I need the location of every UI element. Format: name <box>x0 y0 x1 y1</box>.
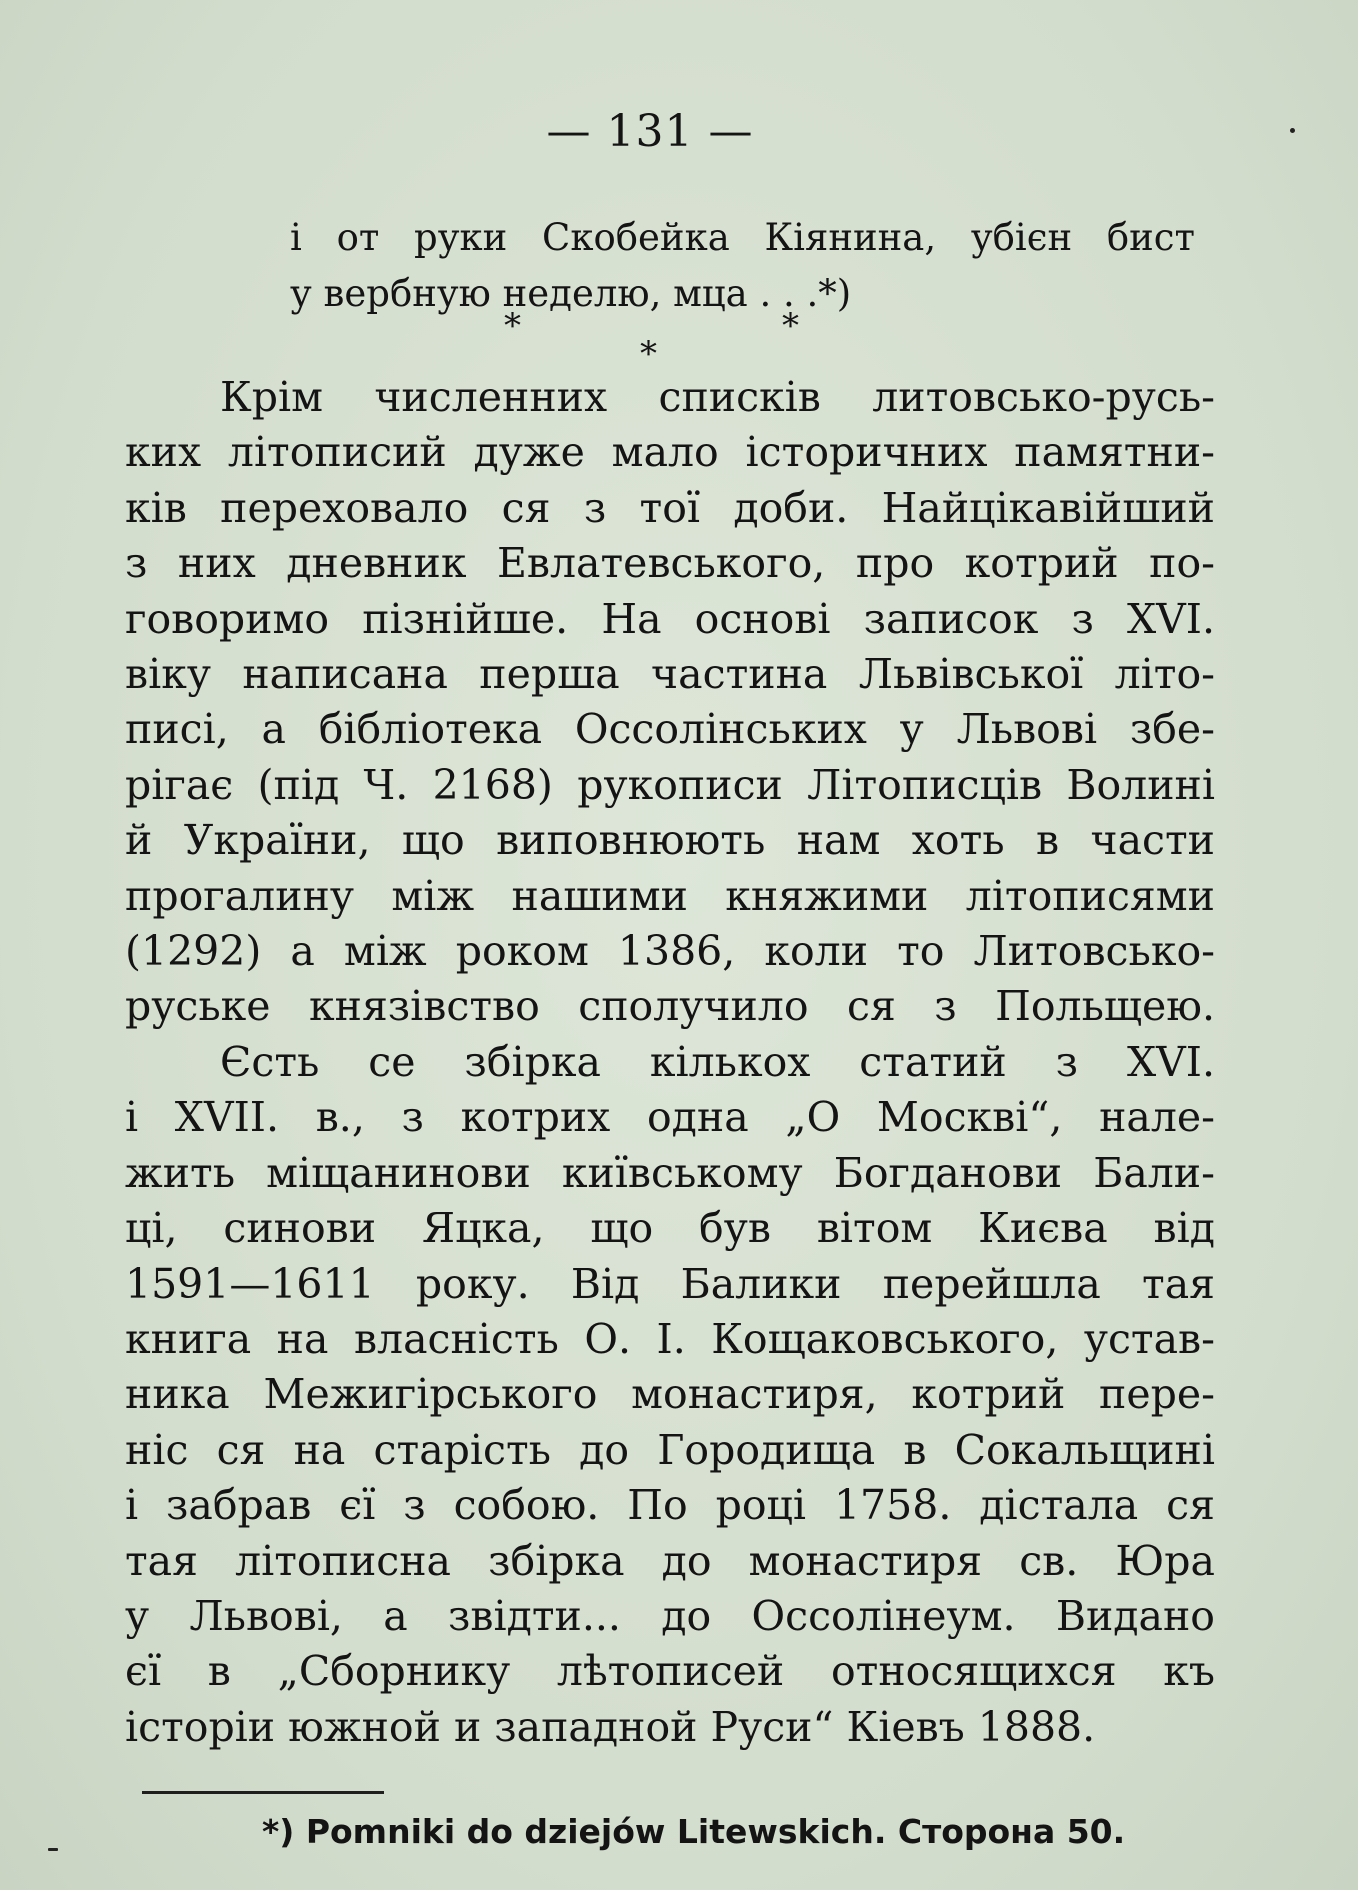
paragraph-line: єї в „Сборнику лѣтописей относящихся къ <box>125 1647 1215 1696</box>
paragraph-line: й України, що виповнюють нам хоть в части <box>125 816 1215 865</box>
paragraph-line: писі, а бібліотека Оссолінських у Львові збе- <box>125 705 1215 754</box>
main-text <box>125 370 1215 1755</box>
paragraph-line: з них дневник Евлатевського, про котрий по- <box>125 539 1215 588</box>
paragraph-line: ків переховало ся з тої доби. Найцікавійший <box>125 483 1215 532</box>
quote-line: і от руки Скобейка Кіянина, убієн бист <box>290 216 1195 259</box>
paragraph-line: прогалину між нашими княжими літописями <box>125 871 1215 920</box>
paragraph-line: книга на власність О. І. Кощаковського, устав- <box>125 1314 1215 1363</box>
paragraph-line: Єсть се збірка кількох статий з XVI. <box>220 1037 1215 1086</box>
paragraph-line: і XVII. в., з котрих одна „О Москві“, нале- <box>125 1093 1215 1142</box>
footnote: *) Pomniki do dziejów Litewskich. Сторона 50. <box>262 1812 1126 1851</box>
separator-asterisk: * <box>782 306 799 346</box>
page-number: — 131 — <box>546 106 754 157</box>
paragraph-line: Крім численних списків литовсько-русь- <box>220 373 1215 421</box>
paragraph-line: ника Межигірського монастиря, котрий пере- <box>125 1370 1215 1419</box>
speck <box>1290 128 1295 133</box>
separator-asterisk: * <box>640 334 657 374</box>
paragraph-line: у Львові, а звідти... до Оссолінеум. Видано <box>125 1591 1215 1640</box>
paragraph-line: говоримо пізнійше. На основі записок з XVI. <box>125 594 1215 643</box>
paragraph-line: віку написана перша частина Львівської літо- <box>125 650 1215 699</box>
paragraph-line: рігає (під Ч. 2168) рукописи Літописців Волині <box>125 760 1215 809</box>
speck <box>48 1848 58 1851</box>
footnote-rule <box>142 1791 384 1794</box>
paragraph-line: і забрав єї з собою. По році 1758. дістала ся <box>125 1481 1215 1530</box>
paragraph-line: історіи южной и западной Руси“ Кіевъ 1888. <box>125 1702 1096 1751</box>
paragraph-line: ких літописий дуже мало історичних памятни- <box>125 428 1215 477</box>
quote-line: у вербную неделю, мца . . .*) <box>290 272 852 315</box>
paragraph-line: (1292) а між роком 1386, коли то Литовсько- <box>125 927 1215 976</box>
paragraph-line: ці, синови Яцка, що був вітом Києва від <box>125 1204 1215 1253</box>
paragraph-line: руське князівство сполучило ся з Польщею. <box>125 982 1215 1031</box>
section-separator <box>0 306 1358 374</box>
paragraph-line: тая літописна збірка до монастиря св. Юра <box>125 1536 1215 1585</box>
separator-asterisk: * <box>504 306 521 346</box>
paragraph-line: жить міщанинови київському Богданови Бали- <box>125 1148 1215 1197</box>
paragraph-line: ніс ся на старість до Городища в Сокальщині <box>125 1425 1215 1474</box>
paragraph-line: 1591—1611 року. Від Балики перейшла тая <box>125 1259 1215 1308</box>
